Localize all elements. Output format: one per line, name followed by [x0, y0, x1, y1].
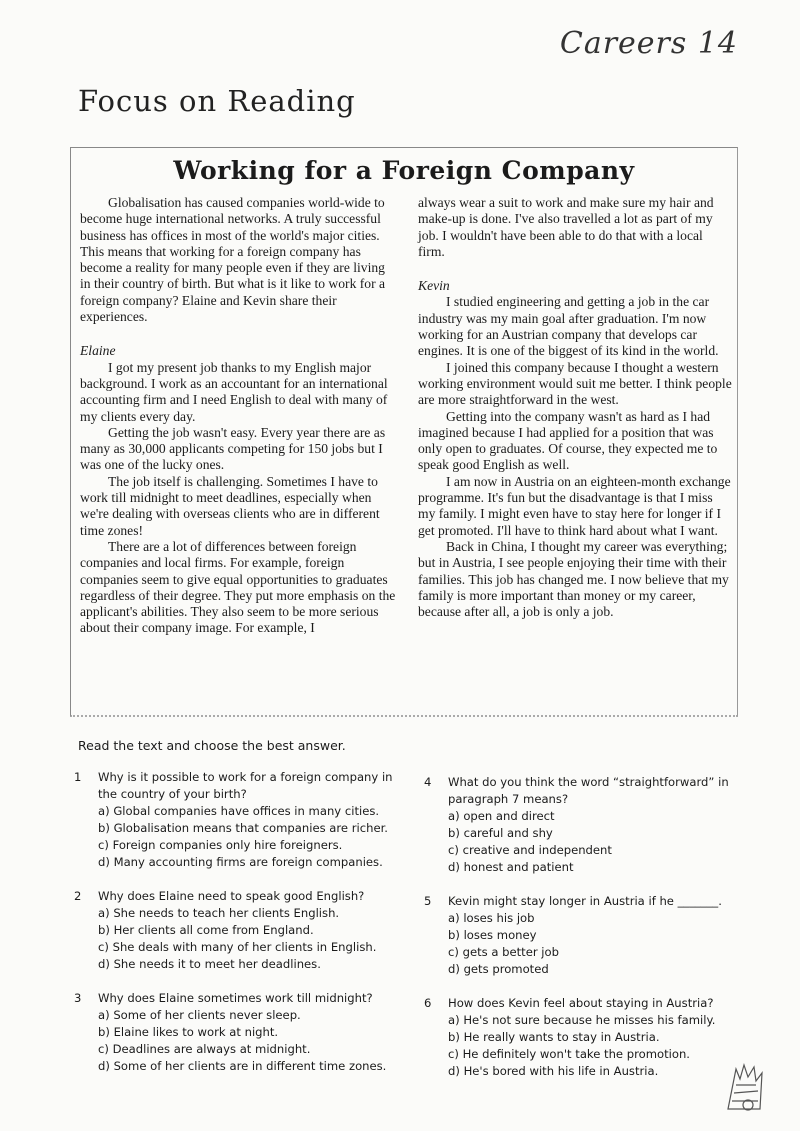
- answer-option-a[interactable]: a) loses his job: [448, 911, 535, 925]
- article-column-right: [418, 195, 732, 620]
- speaker-name-kevin: Kevin: [418, 278, 450, 294]
- question-1: [74, 769, 404, 871]
- kevin-paragraph-1: I studied engineering and getting a job in the car industry was my main goal after graduation. I'm now working for an Austrian company that develops car engines. It is one of the biggest of its kind in the world.: [418, 294, 719, 359]
- answer-option-d[interactable]: d) He's bored with his life in Austria.: [448, 1064, 659, 1078]
- kevin-paragraph-4: I am now in Austria on an eighteen-month exchange programme. It's fun but the disadvantage is that I miss my family. I might even have to stay here for longer if I get promoted. I'll have to think hard about what I want.: [418, 473, 731, 538]
- question-number: 6: [424, 996, 432, 1010]
- article-column-left: [80, 195, 398, 637]
- question-number: 4: [424, 775, 432, 789]
- answer-option-b[interactable]: b) careful and shy: [448, 826, 553, 840]
- answer-option-c[interactable]: c) Foreign companies only hire foreigners.: [98, 838, 343, 852]
- answer-option-c[interactable]: c) Deadlines are always at midnight.: [98, 1042, 311, 1056]
- answer-option-d[interactable]: d) gets promoted: [448, 962, 549, 976]
- answer-option-a[interactable]: a) open and direct: [448, 809, 555, 823]
- elaine-paragraph-3: The job itself is challenging. Sometimes I have to work till midnight to meet deadlines, especially when we're dealing with overseas clients who are in different time zones!: [80, 473, 380, 538]
- question-number: 1: [74, 770, 82, 784]
- question-text: How does Kevin feel about staying in Austria?: [448, 996, 714, 1010]
- answer-option-d[interactable]: d) honest and patient: [448, 860, 574, 874]
- intro-paragraph: Globalisation has caused companies world-wide to become huge international networks. A truly successful business has offices in most of the world's major cities. This means that working for a foreign company has become a reality for many people even if they are living in their country of birth. But what is it like to work for a foreign company? Elaine and Kevin share their experiences.: [80, 195, 386, 325]
- answer-option-a[interactable]: a) He's not sure because he misses his family.: [448, 1013, 716, 1027]
- page-corner-stamp-icon: [722, 1061, 766, 1113]
- question-number: 3: [74, 991, 82, 1005]
- elaine-paragraph-4-continued: always wear a suit to work and make sure my hair and make-up is done. I've also travelled a lot as part of my job. I wouldn't have been able to do that with a local firm.: [418, 195, 714, 259]
- question-3: [74, 990, 404, 1075]
- question-number: 2: [74, 889, 82, 903]
- elaine-paragraph-4: There are a lot of differences between foreign companies and local firms. For example, foreign companies seem to give equal opportunities to graduates regardless of their degree. They put more emphasis on the applicant's abilities. They also seem to be more serious about their company image. For example, I: [80, 538, 396, 636]
- kevin-paragraph-2: I joined this company because I thought a western working environment would suit me better. I think people are more straightforward in the west.: [418, 359, 732, 408]
- question-4: [424, 774, 754, 876]
- question-text: Why is it possible to work for a foreign company in the country of your birth?: [98, 770, 393, 801]
- kevin-paragraph-5: Back in China, I thought my career was everything; but in Austria, I see people enjoying their time with their families. This job has changed me. I now believe that my family is more important than money or my career, because after all, a job is only a job.: [418, 538, 729, 620]
- article-title: Working for a Foreign Company: [173, 156, 635, 185]
- speaker-name-elaine: Elaine: [80, 343, 116, 359]
- question-6: [424, 995, 754, 1080]
- answer-option-b[interactable]: b) Elaine likes to work at night.: [98, 1025, 279, 1039]
- answer-option-b[interactable]: b) He really wants to stay in Austria.: [448, 1030, 660, 1044]
- answer-option-c[interactable]: c) He definitely won't take the promotion.: [448, 1047, 690, 1061]
- section-title: Focus on Reading: [78, 84, 356, 118]
- questions-left: [74, 769, 404, 1092]
- answer-option-c[interactable]: c) She deals with many of her clients in English.: [98, 940, 377, 954]
- question-text: Kevin might stay longer in Austria if he _______.: [448, 894, 722, 908]
- answer-option-a[interactable]: a) Global companies have offices in many cities.: [98, 804, 380, 818]
- instructions: Read the text and choose the best answer.: [78, 738, 346, 753]
- question-text: Why does Elaine need to speak good English?: [98, 889, 365, 903]
- answer-option-d[interactable]: d) She needs it to meet her deadlines.: [98, 957, 321, 971]
- question-text: Why does Elaine sometimes work till midnight?: [98, 991, 373, 1005]
- question-2: [74, 888, 404, 973]
- chapter-label: Careers 14: [559, 26, 738, 61]
- answer-option-b[interactable]: b) Her clients all come from England.: [98, 923, 314, 937]
- answer-option-c[interactable]: c) gets a better job: [448, 945, 559, 959]
- answer-option-d[interactable]: d) Some of her clients are in different time zones.: [98, 1059, 387, 1073]
- answer-option-a[interactable]: a) She needs to teach her clients English.: [98, 906, 340, 920]
- question-text: What do you think the word “straightforward” in paragraph 7 means?: [448, 775, 729, 806]
- answer-option-d[interactable]: d) Many accounting firms are foreign companies.: [98, 855, 383, 869]
- answer-option-b[interactable]: b) Globalisation means that companies are richer.: [98, 821, 388, 835]
- question-5: [424, 893, 754, 978]
- answer-option-b[interactable]: b) loses money: [448, 928, 537, 942]
- kevin-paragraph-3: Getting into the company wasn't as hard as I had imagined because I had applied for a position that was only open to graduates. Of course, they expected me to speak good English as well.: [418, 408, 718, 473]
- answer-option-a[interactable]: a) Some of her clients never sleep.: [98, 1008, 301, 1022]
- elaine-paragraph-2: Getting the job wasn't easy. Every year there are as many as 30,000 applicants competing for 150 jobs but I was one of the lucky ones.: [80, 424, 386, 473]
- answer-option-c[interactable]: c) creative and independent: [448, 843, 612, 857]
- questions-right: [424, 774, 754, 1097]
- question-number: 5: [424, 894, 432, 908]
- elaine-paragraph-1: I got my present job thanks to my English major background. I work as an accountant for an international accounting firm and I need English to deal with many of my clients every day.: [80, 359, 388, 424]
